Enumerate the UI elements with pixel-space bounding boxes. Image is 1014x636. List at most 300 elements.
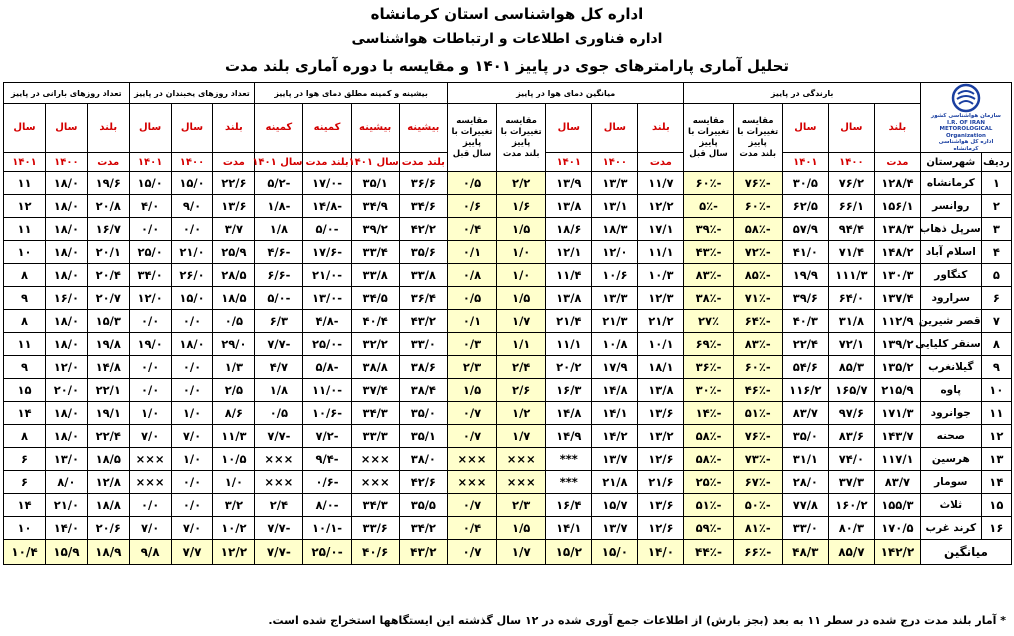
precip-change-prev-cell: -۳۸٪ — [684, 287, 733, 310]
min-temp-ltm-cell: -۷/۲ — [303, 425, 351, 448]
frost-days-ltm-cell: ۸/۶ — [213, 402, 255, 425]
min-temp-1401-cell: ۲/۴ — [255, 494, 303, 517]
max-temp-1401-cell: ۳۲/۲ — [351, 333, 399, 356]
hdr-mt-cmp-prev — [447, 104, 496, 172]
precip-1400-cell: ۹۷/۶ — [828, 402, 874, 425]
group-extreme-temp: بیشینه و کمینه مطلق دمای هوا در پاییز — [255, 83, 448, 104]
max-temp-1401-cell: ۳۳/۸ — [351, 264, 399, 287]
mean-temp-ltm-cell: ۱۰/۳ — [638, 264, 684, 287]
rainy-days-ltm-cell: ۱۹/۶ — [87, 172, 129, 195]
hdr-rd-1401: سال — [4, 104, 46, 153]
precip-change-prev-cell: ۲۷٪ — [684, 310, 733, 333]
precip-1400-cell: ۸۳/۶ — [828, 425, 874, 448]
mean-temp-1400-cell: ۱۰/۸ — [592, 333, 638, 356]
mean-temp-1400-cell: ۱۴/۱ — [592, 402, 638, 425]
hdr-city: شهرستان — [920, 153, 981, 172]
max-temp-ltm-cell: ۳۴/۲ — [399, 517, 447, 540]
city-name-cell: ثلاث — [920, 494, 981, 517]
precip-1401-cell: ۳۹/۶ — [782, 287, 828, 310]
mean-temp-1401-cell: ۱۱/۴ — [546, 264, 592, 287]
precip-change-ltm-cell: -۶۷٪ — [733, 471, 782, 494]
precip-ltm-cell: ۱۴۲/۲ — [874, 540, 920, 565]
mean-temp-change-prev-cell: ××× — [447, 471, 496, 494]
frost-days-1400-cell: ۷/۷ — [171, 540, 213, 565]
group-mean-temp: میانگین دمای هوا در پاییز — [447, 83, 684, 104]
frost-days-1400-cell: ۱۸/۰ — [171, 333, 213, 356]
max-temp-ltm-cell: ۳۵/۵ — [399, 494, 447, 517]
min-temp-1401-cell: ××× — [255, 448, 303, 471]
frost-days-ltm-cell: ۱/۰ — [213, 471, 255, 494]
precip-change-ltm-cell: -۶۰٪ — [733, 195, 782, 218]
table-row — [4, 379, 1012, 402]
precip-change-prev-cell: -۵۸٪ — [684, 425, 733, 448]
frost-days-1400-cell: ۱۵/۰ — [171, 287, 213, 310]
precip-ltm-cell: ۱۳۰/۳ — [874, 264, 920, 287]
hdr-mt-cmp-ltm-a: مقایسه — [505, 115, 537, 126]
mean-temp-change-ltm-cell: ۱/۰ — [497, 241, 546, 264]
max-temp-ltm-cell: ۴۲/۶ — [399, 471, 447, 494]
mean-temp-1400-cell: ۱۵/۷ — [592, 494, 638, 517]
city-name-cell: گیلانغرب — [920, 356, 981, 379]
frost-days-1400-cell: ۱۵/۰ — [171, 172, 213, 195]
precip-change-ltm-cell: -۵۱٪ — [733, 402, 782, 425]
group-rainy-days: تعداد روزهای بارانی در پاییز — [4, 83, 130, 104]
max-temp-ltm-cell: ۳۶/۴ — [399, 287, 447, 310]
precip-change-prev-cell: -۳۰٪ — [684, 379, 733, 402]
row-number-cell: ۸ — [981, 333, 1011, 356]
rainy-days-1401-cell: ۱۰/۴ — [4, 540, 46, 565]
rainy-days-1400-cell: ۱۴/۰ — [45, 517, 87, 540]
precip-change-ltm-cell: -۷۶٪ — [733, 425, 782, 448]
precip-change-prev-cell: -۵٪ — [684, 195, 733, 218]
precip-change-prev-cell: -۶۹٪ — [684, 333, 733, 356]
mean-temp-change-prev-cell: ۰/۱ — [447, 241, 496, 264]
hdr-mt-cmp-ltm-c: پاییز — [512, 137, 531, 148]
mean-temp-change-prev-cell: ۰/۵ — [447, 287, 496, 310]
frost-days-1401-cell: ۱۹/۰ — [129, 333, 171, 356]
frost-days-1401-cell: ۳۴/۰ — [129, 264, 171, 287]
frost-days-ltm-cell: ۰/۵ — [213, 310, 255, 333]
city-name-cell: کرند غرب — [920, 517, 981, 540]
row-number-cell: ۵ — [981, 264, 1011, 287]
min-temp-ltm-cell: -۵/۸ — [303, 356, 351, 379]
min-temp-ltm-cell: -۰/۶ — [303, 471, 351, 494]
precip-change-prev-cell: -۵۹٪ — [684, 517, 733, 540]
hdr-max-1401-n: سال ۱۴۰۱ — [351, 153, 399, 172]
rainy-days-1400-cell: ۱۵/۹ — [45, 540, 87, 565]
mean-temp-ltm-cell: ۱۸/۱ — [638, 356, 684, 379]
mean-temp-ltm-cell: ۱۳/۶ — [638, 494, 684, 517]
mean-temp-1401-cell: ۱۶/۴ — [546, 494, 592, 517]
rainy-days-1401-cell: ۶ — [4, 471, 46, 494]
table-row — [4, 402, 1012, 425]
group-precip: بارندگی در پاییز — [684, 83, 921, 104]
mean-temp-change-ltm-cell: ۲/۶ — [497, 379, 546, 402]
table-row — [4, 264, 1012, 287]
frost-days-1400-cell: ۰/۰ — [171, 471, 213, 494]
mean-temp-change-ltm-cell: ۱/۵ — [497, 287, 546, 310]
min-temp-ltm-cell: -۴/۸ — [303, 310, 351, 333]
rainy-days-1400-cell: ۱۶/۰ — [45, 287, 87, 310]
frost-days-1401-cell: ۰/۰ — [129, 310, 171, 333]
rainy-days-1400-cell: ۲۱/۰ — [45, 494, 87, 517]
frost-days-ltm-cell: ۱۲/۲ — [213, 540, 255, 565]
frost-days-1400-cell: ۰/۰ — [171, 379, 213, 402]
precip-change-ltm-cell: -۷۶٪ — [733, 172, 782, 195]
frost-days-ltm-cell: ۱۰/۵ — [213, 448, 255, 471]
frost-days-1400-cell: ۰/۰ — [171, 356, 213, 379]
rainy-days-ltm-cell: ۲۰/۸ — [87, 195, 129, 218]
min-temp-1401-cell: -۵/۰ — [255, 287, 303, 310]
mean-temp-change-prev-cell: ۰/۴ — [447, 218, 496, 241]
mean-temp-change-ltm-cell: ۱/۰ — [497, 264, 546, 287]
precip-1401-cell: ۱۹/۹ — [782, 264, 828, 287]
precip-1400-cell: ۷۲/۱ — [828, 333, 874, 356]
row-number-cell: ۱ — [981, 172, 1011, 195]
frost-days-1400-cell: ۱/۰ — [171, 402, 213, 425]
max-temp-ltm-cell: ۴۳/۲ — [399, 540, 447, 565]
precip-1401-cell: ۴۱/۰ — [782, 241, 828, 264]
precip-1400-cell: ۶۶/۱ — [828, 195, 874, 218]
row-number-cell: ۴ — [981, 241, 1011, 264]
hdr-pr-1400-n: ۱۴۰۰ — [828, 153, 874, 172]
min-temp-1401-cell: ××× — [255, 471, 303, 494]
frost-days-1401-cell: ۹/۸ — [129, 540, 171, 565]
precip-1401-cell: ۳۰/۵ — [782, 172, 828, 195]
row-number-cell: ۷ — [981, 310, 1011, 333]
frost-days-1401-cell: ۲۵/۰ — [129, 241, 171, 264]
mean-temp-change-ltm-cell: ۱/۱ — [497, 333, 546, 356]
hdr-pr-cmp-ltm-c: پاییز — [748, 137, 767, 148]
hdr-max-ltm-2: بلند مدت — [399, 153, 447, 172]
mean-temp-1400-cell: ۱۳/۷ — [592, 517, 638, 540]
precip-change-prev-cell: -۳۶٪ — [684, 356, 733, 379]
mean-temp-1400-cell: ۱۳/۳ — [592, 287, 638, 310]
min-temp-ltm-cell: -۲۵/۰ — [303, 333, 351, 356]
table-row — [4, 310, 1012, 333]
min-temp-ltm-cell: -۸/۰ — [303, 494, 351, 517]
hdr-mt-ltm: بلند — [638, 104, 684, 153]
hdr-fd-1401-n: ۱۴۰۱ — [129, 153, 171, 172]
mean-temp-change-prev-cell: ××× — [447, 448, 496, 471]
row-number-cell: ۱۵ — [981, 494, 1011, 517]
mean-temp-change-prev-cell: ۰/۷ — [447, 402, 496, 425]
precip-1400-cell: ۳۷/۳ — [828, 471, 874, 494]
table-row — [4, 195, 1012, 218]
hdr-pr-ltm: بلند — [874, 104, 920, 153]
mean-temp-1400-cell: ۱۴/۲ — [592, 425, 638, 448]
min-temp-ltm-cell: -۱۱/۰ — [303, 379, 351, 402]
precip-ltm-cell: ۱۱۷/۱ — [874, 448, 920, 471]
row-number-cell: ۱۴ — [981, 471, 1011, 494]
max-temp-1401-cell: ۳۸/۸ — [351, 356, 399, 379]
min-temp-ltm-cell: -۱۳/۰ — [303, 287, 351, 310]
max-temp-1401-cell: ۳۷/۴ — [351, 379, 399, 402]
table-row — [4, 471, 1012, 494]
row-number-cell: ۱۳ — [981, 448, 1011, 471]
table-row — [4, 218, 1012, 241]
mean-temp-ltm-cell: ۲۱/۶ — [638, 471, 684, 494]
max-temp-ltm-cell: ۳۸/۶ — [399, 356, 447, 379]
min-temp-ltm-cell: -۲۱/۰ — [303, 264, 351, 287]
precip-1401-cell: ۲۸/۰ — [782, 471, 828, 494]
city-name-cell: کرمانشاه — [920, 172, 981, 195]
mean-temp-1401-cell: ۱۴/۸ — [546, 402, 592, 425]
precip-1400-cell: ۸۵/۷ — [828, 540, 874, 565]
min-temp-1401-cell: -۷/۷ — [255, 425, 303, 448]
hdr-fd-1400-n: ۱۴۰۰ — [171, 153, 213, 172]
hdr-pr-cmp-prev-a: مقایسه — [692, 115, 725, 126]
table-row — [4, 241, 1012, 264]
mean-temp-change-ltm-cell: ۲/۲ — [497, 172, 546, 195]
precip-1401-cell: ۱۱۶/۲ — [782, 379, 828, 402]
rainy-days-1400-cell: ۱۸/۰ — [45, 425, 87, 448]
mean-temp-ltm-cell: ۱۳/۶ — [638, 402, 684, 425]
rainy-days-1401-cell: ۱۰ — [4, 517, 46, 540]
precip-change-ltm-cell: -۸۳٪ — [733, 333, 782, 356]
precip-1400-cell: ۳۱/۸ — [828, 310, 874, 333]
mean-temp-ltm-cell: ۱۱/۷ — [638, 172, 684, 195]
rainy-days-ltm-cell: ۲۰/۶ — [87, 517, 129, 540]
precip-1400-cell: ۸۰/۳ — [828, 517, 874, 540]
precip-1400-cell: ۱۶۰/۲ — [828, 494, 874, 517]
logo-text-5: اداره کل هواشناسی — [938, 139, 994, 145]
rainy-days-1400-cell: ۱۸/۰ — [45, 333, 87, 356]
frost-days-ltm-cell: ۱۱/۳ — [213, 425, 255, 448]
min-temp-ltm-cell: -۹/۴ — [303, 448, 351, 471]
max-temp-1401-cell: ۳۳/۴ — [351, 241, 399, 264]
precip-1401-cell: ۶۲/۵ — [782, 195, 828, 218]
mean-temp-ltm-cell: ۱۴/۰ — [638, 540, 684, 565]
mean-temp-change-ltm-cell: ۲/۳ — [497, 494, 546, 517]
precip-1400-cell: ۸۵/۳ — [828, 356, 874, 379]
min-temp-1401-cell: -۱/۸ — [255, 195, 303, 218]
min-temp-1401-cell: -۴/۶ — [255, 241, 303, 264]
mean-temp-change-ltm-cell: ۱/۲ — [497, 402, 546, 425]
mean-temp-ltm-cell: ۱۷/۱ — [638, 218, 684, 241]
mean-temp-ltm-cell: ۱۱/۱ — [638, 241, 684, 264]
max-temp-ltm-cell: ۳۶/۶ — [399, 172, 447, 195]
frost-days-ltm-cell: ۳/۲ — [213, 494, 255, 517]
city-name-cell: هرسین — [920, 448, 981, 471]
hdr-row-number: ردیف — [981, 153, 1011, 172]
max-temp-ltm-cell: ۳۸/۴ — [399, 379, 447, 402]
mean-temp-change-ltm-cell: ۱/۷ — [497, 425, 546, 448]
frost-days-ltm-cell: ۲۲/۶ — [213, 172, 255, 195]
rainy-days-ltm-cell: ۲۲/۱ — [87, 379, 129, 402]
row-number-cell: ۹ — [981, 356, 1011, 379]
precip-ltm-cell: ۱۷۱/۳ — [874, 402, 920, 425]
precip-ltm-cell: ۱۵۶/۱ — [874, 195, 920, 218]
precip-1401-cell: ۵۴/۶ — [782, 356, 828, 379]
precip-change-ltm-cell: -۶۰٪ — [733, 356, 782, 379]
hdr-mt-cmp-prev-d: سال قبل — [452, 148, 492, 159]
mean-temp-1401-cell: ۱۶/۳ — [546, 379, 592, 402]
mean-temp-1401-cell: ۱۲/۱ — [546, 241, 592, 264]
frost-days-1400-cell: ۲۶/۰ — [171, 264, 213, 287]
frost-days-1401-cell: ۰/۰ — [129, 494, 171, 517]
precip-1400-cell: ۶۴/۰ — [828, 287, 874, 310]
mean-temp-change-prev-cell: ۰/۵ — [447, 172, 496, 195]
logo-text-4: Organization — [945, 132, 986, 139]
hdr-mt-1400: سال — [592, 104, 638, 153]
mean-temp-1401-cell: ۱۳/۸ — [546, 287, 592, 310]
max-temp-ltm-cell: ۳۴/۶ — [399, 195, 447, 218]
precip-1400-cell: ۱۱۱/۳ — [828, 264, 874, 287]
mean-temp-ltm-cell: ۱۳/۲ — [638, 425, 684, 448]
rainy-days-1400-cell: ۱۸/۰ — [45, 172, 87, 195]
mean-temp-1401-cell: ۱۴/۱ — [546, 517, 592, 540]
mean-temp-1401-cell: ۱۵/۲ — [546, 540, 592, 565]
row-number-cell: ۲ — [981, 195, 1011, 218]
max-temp-1401-cell: ۳۳/۶ — [351, 517, 399, 540]
frost-days-1401-cell: ۰/۰ — [129, 356, 171, 379]
rainy-days-ltm-cell: ۱۲/۸ — [87, 471, 129, 494]
rainy-days-1400-cell: ۱۸/۰ — [45, 310, 87, 333]
precip-change-ltm-cell: -۵۰٪ — [733, 494, 782, 517]
precip-ltm-cell: ۱۷۰/۵ — [874, 517, 920, 540]
rainy-days-ltm-cell: ۱۵/۳ — [87, 310, 129, 333]
mean-temp-change-ltm-cell: ××× — [497, 448, 546, 471]
precip-ltm-cell: ۱۳۸/۳ — [874, 218, 920, 241]
max-temp-1401-cell: ۳۴/۳ — [351, 402, 399, 425]
table-row — [4, 448, 1012, 471]
mean-temp-1400-cell: ۱۳/۱ — [592, 195, 638, 218]
hdr-pr-1401: سال — [782, 104, 828, 153]
climate-table — [3, 82, 1012, 565]
rainy-days-1400-cell: ۲۰/۰ — [45, 379, 87, 402]
hdr-pr-1400: سال — [828, 104, 874, 153]
frost-days-1400-cell: ۰/۰ — [171, 218, 213, 241]
report-title: تحلیل آماری پارامترهای جوی در پاییز ۱۴۰۱ و مقایسه با دوره آماری بلند مدت — [224, 57, 790, 75]
rainy-days-ltm-cell: ۱۶/۷ — [87, 218, 129, 241]
min-temp-1401-cell: ۱/۸ — [255, 218, 303, 241]
mean-temp-1400-cell: ۱۷/۹ — [592, 356, 638, 379]
min-temp-ltm-cell: -۱۷/۰ — [303, 172, 351, 195]
hdr-rd-ltm-2: مدت — [87, 153, 129, 172]
precip-1400-cell: ۷۶/۲ — [828, 172, 874, 195]
rainy-days-ltm-cell: ۱۹/۸ — [87, 333, 129, 356]
max-temp-ltm-cell: ۴۲/۲ — [399, 218, 447, 241]
mean-temp-ltm-cell: ۱۲/۶ — [638, 448, 684, 471]
mean-temp-change-ltm-cell: ××× — [497, 471, 546, 494]
hdr-pr-cmp-ltm-b: تغییرات با — [737, 126, 779, 137]
precip-1401-cell: ۲۲/۴ — [782, 333, 828, 356]
precip-change-prev-cell: -۸۳٪ — [684, 264, 733, 287]
precip-change-ltm-cell: -۷۲٪ — [733, 241, 782, 264]
mean-temp-change-prev-cell: ۰/۷ — [447, 494, 496, 517]
frost-days-1400-cell: ۷/۰ — [171, 517, 213, 540]
precip-change-ltm-cell: -۸۱٪ — [733, 517, 782, 540]
frost-days-ltm-cell: ۱۸/۵ — [213, 287, 255, 310]
precip-ltm-cell: ۱۲۸/۴ — [874, 172, 920, 195]
precip-change-ltm-cell: -۸۵٪ — [733, 264, 782, 287]
rainy-days-1401-cell: ۹ — [4, 356, 46, 379]
table-row — [4, 425, 1012, 448]
min-temp-ltm-cell: -۱۴/۸ — [303, 195, 351, 218]
average-row — [4, 540, 1012, 565]
frost-days-1400-cell: ۷/۰ — [171, 425, 213, 448]
table-row — [4, 517, 1012, 540]
precip-change-prev-cell: -۶۰٪ — [684, 172, 733, 195]
mean-temp-1400-cell: ۱۳/۳ — [592, 172, 638, 195]
frost-days-ltm-cell: ۱۳/۶ — [213, 195, 255, 218]
city-name-cell: سرپل ذهاب — [920, 218, 981, 241]
city-name-cell: سومار — [920, 471, 981, 494]
mean-temp-1400-cell: ۱۲/۰ — [592, 241, 638, 264]
rainy-days-1400-cell: ۱۸/۰ — [45, 264, 87, 287]
mean-temp-change-prev-cell: ۰/۶ — [447, 195, 496, 218]
row-number-cell: ۱۱ — [981, 402, 1011, 425]
frost-days-1401-cell: ۱۵/۰ — [129, 172, 171, 195]
mean-temp-1400-cell: ۱۸/۳ — [592, 218, 638, 241]
frost-days-1401-cell: ۰/۰ — [129, 379, 171, 402]
max-temp-ltm-cell: ۳۳/۰ — [399, 333, 447, 356]
city-name-cell: سنقر کلیایی — [920, 333, 981, 356]
hdr-mt-cmp-prev-a: مقایسه — [456, 115, 488, 126]
min-temp-1401-cell: ۱/۸ — [255, 379, 303, 402]
rainy-days-1401-cell: ۱۵ — [4, 379, 46, 402]
mean-temp-change-prev-cell: ۰/۷ — [447, 425, 496, 448]
frost-days-ltm-cell: ۲۵/۹ — [213, 241, 255, 264]
max-temp-ltm-cell: ۳۵/۶ — [399, 241, 447, 264]
hdr-pr-cmp-prev — [684, 104, 733, 172]
precip-ltm-cell: ۱۳۵/۲ — [874, 356, 920, 379]
hdr-mt-cmp-prev-b: تغییرات با — [451, 126, 493, 137]
min-temp-1401-cell: -۷/۷ — [255, 540, 303, 565]
rainy-days-ltm-cell: ۱۸/۹ — [87, 540, 129, 565]
hdr-fd-1401: سال — [129, 104, 171, 153]
max-temp-ltm-cell: ۳۸/۰ — [399, 448, 447, 471]
rainy-days-1400-cell: ۱۸/۰ — [45, 218, 87, 241]
hdr-pr-cmp-ltm — [733, 104, 782, 172]
mean-temp-1401-cell: ۲۰/۲ — [546, 356, 592, 379]
hdr-pr-ltm-2: مدت — [874, 153, 920, 172]
min-temp-ltm-cell: -۱۰/۱ — [303, 517, 351, 540]
mean-temp-1401-cell: ۱۸/۶ — [546, 218, 592, 241]
logo-text-3: METOROLOGICAL — [939, 126, 993, 132]
rainy-days-ltm-cell: ۱۴/۸ — [87, 356, 129, 379]
footnote: * آمار بلند مدت درج شده در سطر ۱۱ به بعد (بجز بارش) از اطلاعات جمع آوری شده در ۱۲ سال گذشته این ایستگاهها استخراج شده است. — [268, 614, 1006, 627]
min-temp-1401-cell: -۵/۲ — [255, 172, 303, 195]
hdr-pr-cmp-prev-c: پاییز — [699, 137, 718, 148]
hdr-mt-cmp-prev-c: پاییز — [462, 137, 482, 148]
mean-temp-ltm-cell: ۱۲/۳ — [638, 287, 684, 310]
mean-temp-1400-cell: ۲۱/۳ — [592, 310, 638, 333]
hdr-min-ltm: کمینه — [303, 104, 351, 153]
rainy-days-ltm-cell: ۲۰/۴ — [87, 264, 129, 287]
hdr-fd-1400: سال — [171, 104, 213, 153]
rainy-days-1400-cell: ۱۸/۰ — [45, 402, 87, 425]
rainy-days-1401-cell: ۸ — [4, 425, 46, 448]
max-temp-1401-cell: ۳۵/۱ — [351, 172, 399, 195]
frost-days-1400-cell: ۲۱/۰ — [171, 241, 213, 264]
rainy-days-1400-cell: ۱۲/۰ — [45, 356, 87, 379]
logo-text-1: سازمان هواشناسی کشور — [931, 113, 1001, 119]
frost-days-1400-cell: ۰/۰ — [171, 310, 213, 333]
max-temp-1401-cell: ۳۴/۳ — [351, 494, 399, 517]
max-temp-1401-cell: ۴۰/۴ — [351, 310, 399, 333]
city-name-cell: جوانرود — [920, 402, 981, 425]
precip-1400-cell: ۷۴/۰ — [828, 448, 874, 471]
hdr-min-1401-n: سال ۱۴۰۱ — [255, 153, 303, 172]
city-name-cell: کنگاور — [920, 264, 981, 287]
row-number-cell: ۳ — [981, 218, 1011, 241]
mean-temp-ltm-cell: ۱۲/۶ — [638, 517, 684, 540]
rainy-days-ltm-cell: ۱۸/۸ — [87, 494, 129, 517]
mean-temp-1401-cell: ۱۴/۹ — [546, 425, 592, 448]
precip-change-prev-cell: -۴۳٪ — [684, 241, 733, 264]
